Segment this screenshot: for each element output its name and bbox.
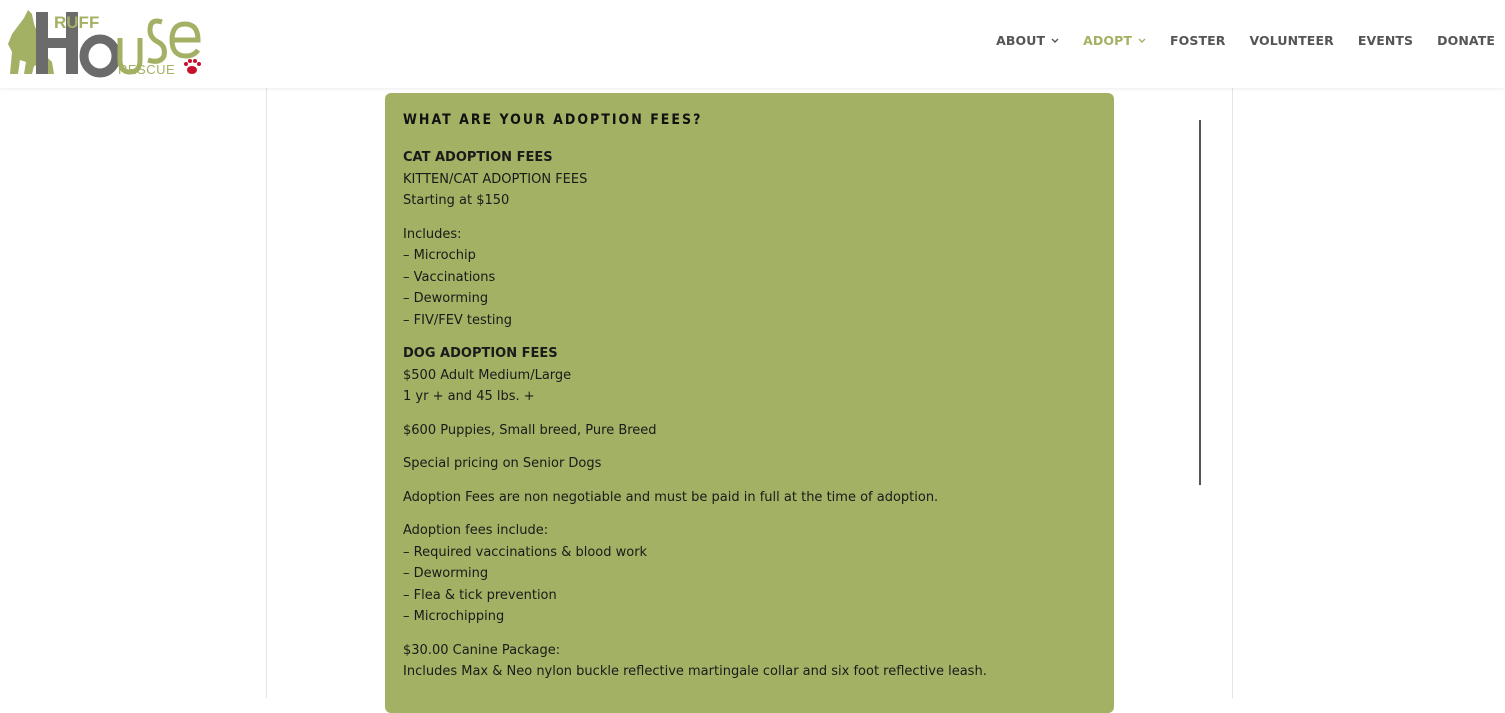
dog-adult-price: $500 Adult Medium/Large	[403, 367, 572, 383]
list-item: – FIV/FEV testing	[403, 312, 513, 328]
cat-fees-section	[403, 147, 1096, 212]
nav-item-volunteer[interactable]	[1249, 33, 1333, 48]
nav-item-donate[interactable]	[1437, 33, 1495, 48]
nav-label: VOLUNTEER	[1249, 33, 1334, 48]
nav-label: FOSTER	[1170, 33, 1226, 48]
scrollbar[interactable]	[1199, 120, 1201, 485]
dog-includes-section	[403, 520, 1096, 628]
canine-package-desc: Includes Max & Neo nylon buckle reflective martingale collar and six foot reflective leash.	[403, 664, 987, 679]
cat-price: Starting at $150	[403, 193, 510, 208]
svg-text:RESCUE: RESCUE	[118, 62, 176, 77]
list-item: – Microchip	[403, 248, 476, 263]
content-divider-right	[1232, 88, 1233, 698]
nav-label: ABOUT	[996, 33, 1046, 48]
dog-heading: DOG ADOPTION FEES	[403, 346, 558, 361]
svg-text:RUFF: RUFF	[54, 13, 100, 32]
nav-item-events[interactable]	[1358, 33, 1413, 48]
site-header	[0, 0, 1505, 88]
nav-item-foster[interactable]	[1170, 33, 1225, 48]
site-logo[interactable]	[2, 4, 202, 78]
nav-item-about[interactable]	[996, 33, 1059, 48]
non-negotiable-note: Adoption Fees are non negotiable and must be paid in full at the time of adoption.	[403, 489, 939, 505]
adoption-fees-card	[385, 93, 1114, 713]
dog-puppies-price: $600 Puppies, Small breed, Pure Breed	[403, 422, 657, 438]
dog-adult-criteria: 1 yr + and 45 lbs. +	[403, 389, 535, 404]
dog-fees-section	[403, 343, 1096, 408]
senior-pricing: Special pricing on Senior Dogs	[403, 456, 602, 471]
includes-label: Includes:	[403, 226, 462, 242]
fees-include-label: Adoption fees include:	[403, 523, 549, 538]
content-divider-left	[266, 88, 267, 698]
canine-package-title: $30.00 Canine Package:	[403, 642, 561, 658]
list-item: – Deworming	[403, 291, 489, 306]
cat-subheading: KITTEN/CAT ADOPTION FEES	[403, 171, 588, 187]
list-item: – Flea & tick prevention	[403, 587, 557, 603]
main-nav	[972, 33, 1495, 48]
nav-label: ADOPT	[1083, 33, 1132, 48]
list-item: – Deworming	[403, 566, 489, 581]
card-title: WHAT ARE YOUR ADOPTION FEES?	[403, 112, 703, 128]
nav-item-adopt[interactable]	[1083, 33, 1146, 48]
nav-label: EVENTS	[1357, 33, 1414, 48]
chevron-down-icon	[1051, 38, 1059, 43]
list-item: – Microchipping	[403, 609, 505, 624]
chevron-down-icon	[1138, 38, 1146, 43]
canine-package-section	[403, 640, 1096, 683]
list-item: – Required vaccinations & blood work	[403, 544, 648, 560]
list-item: – Vaccinations	[403, 269, 496, 285]
nav-label: DONATE	[1437, 33, 1495, 48]
cat-includes-section	[403, 224, 1096, 332]
paw-icon	[184, 59, 201, 74]
cat-heading: CAT ADOPTION FEES	[403, 150, 553, 165]
